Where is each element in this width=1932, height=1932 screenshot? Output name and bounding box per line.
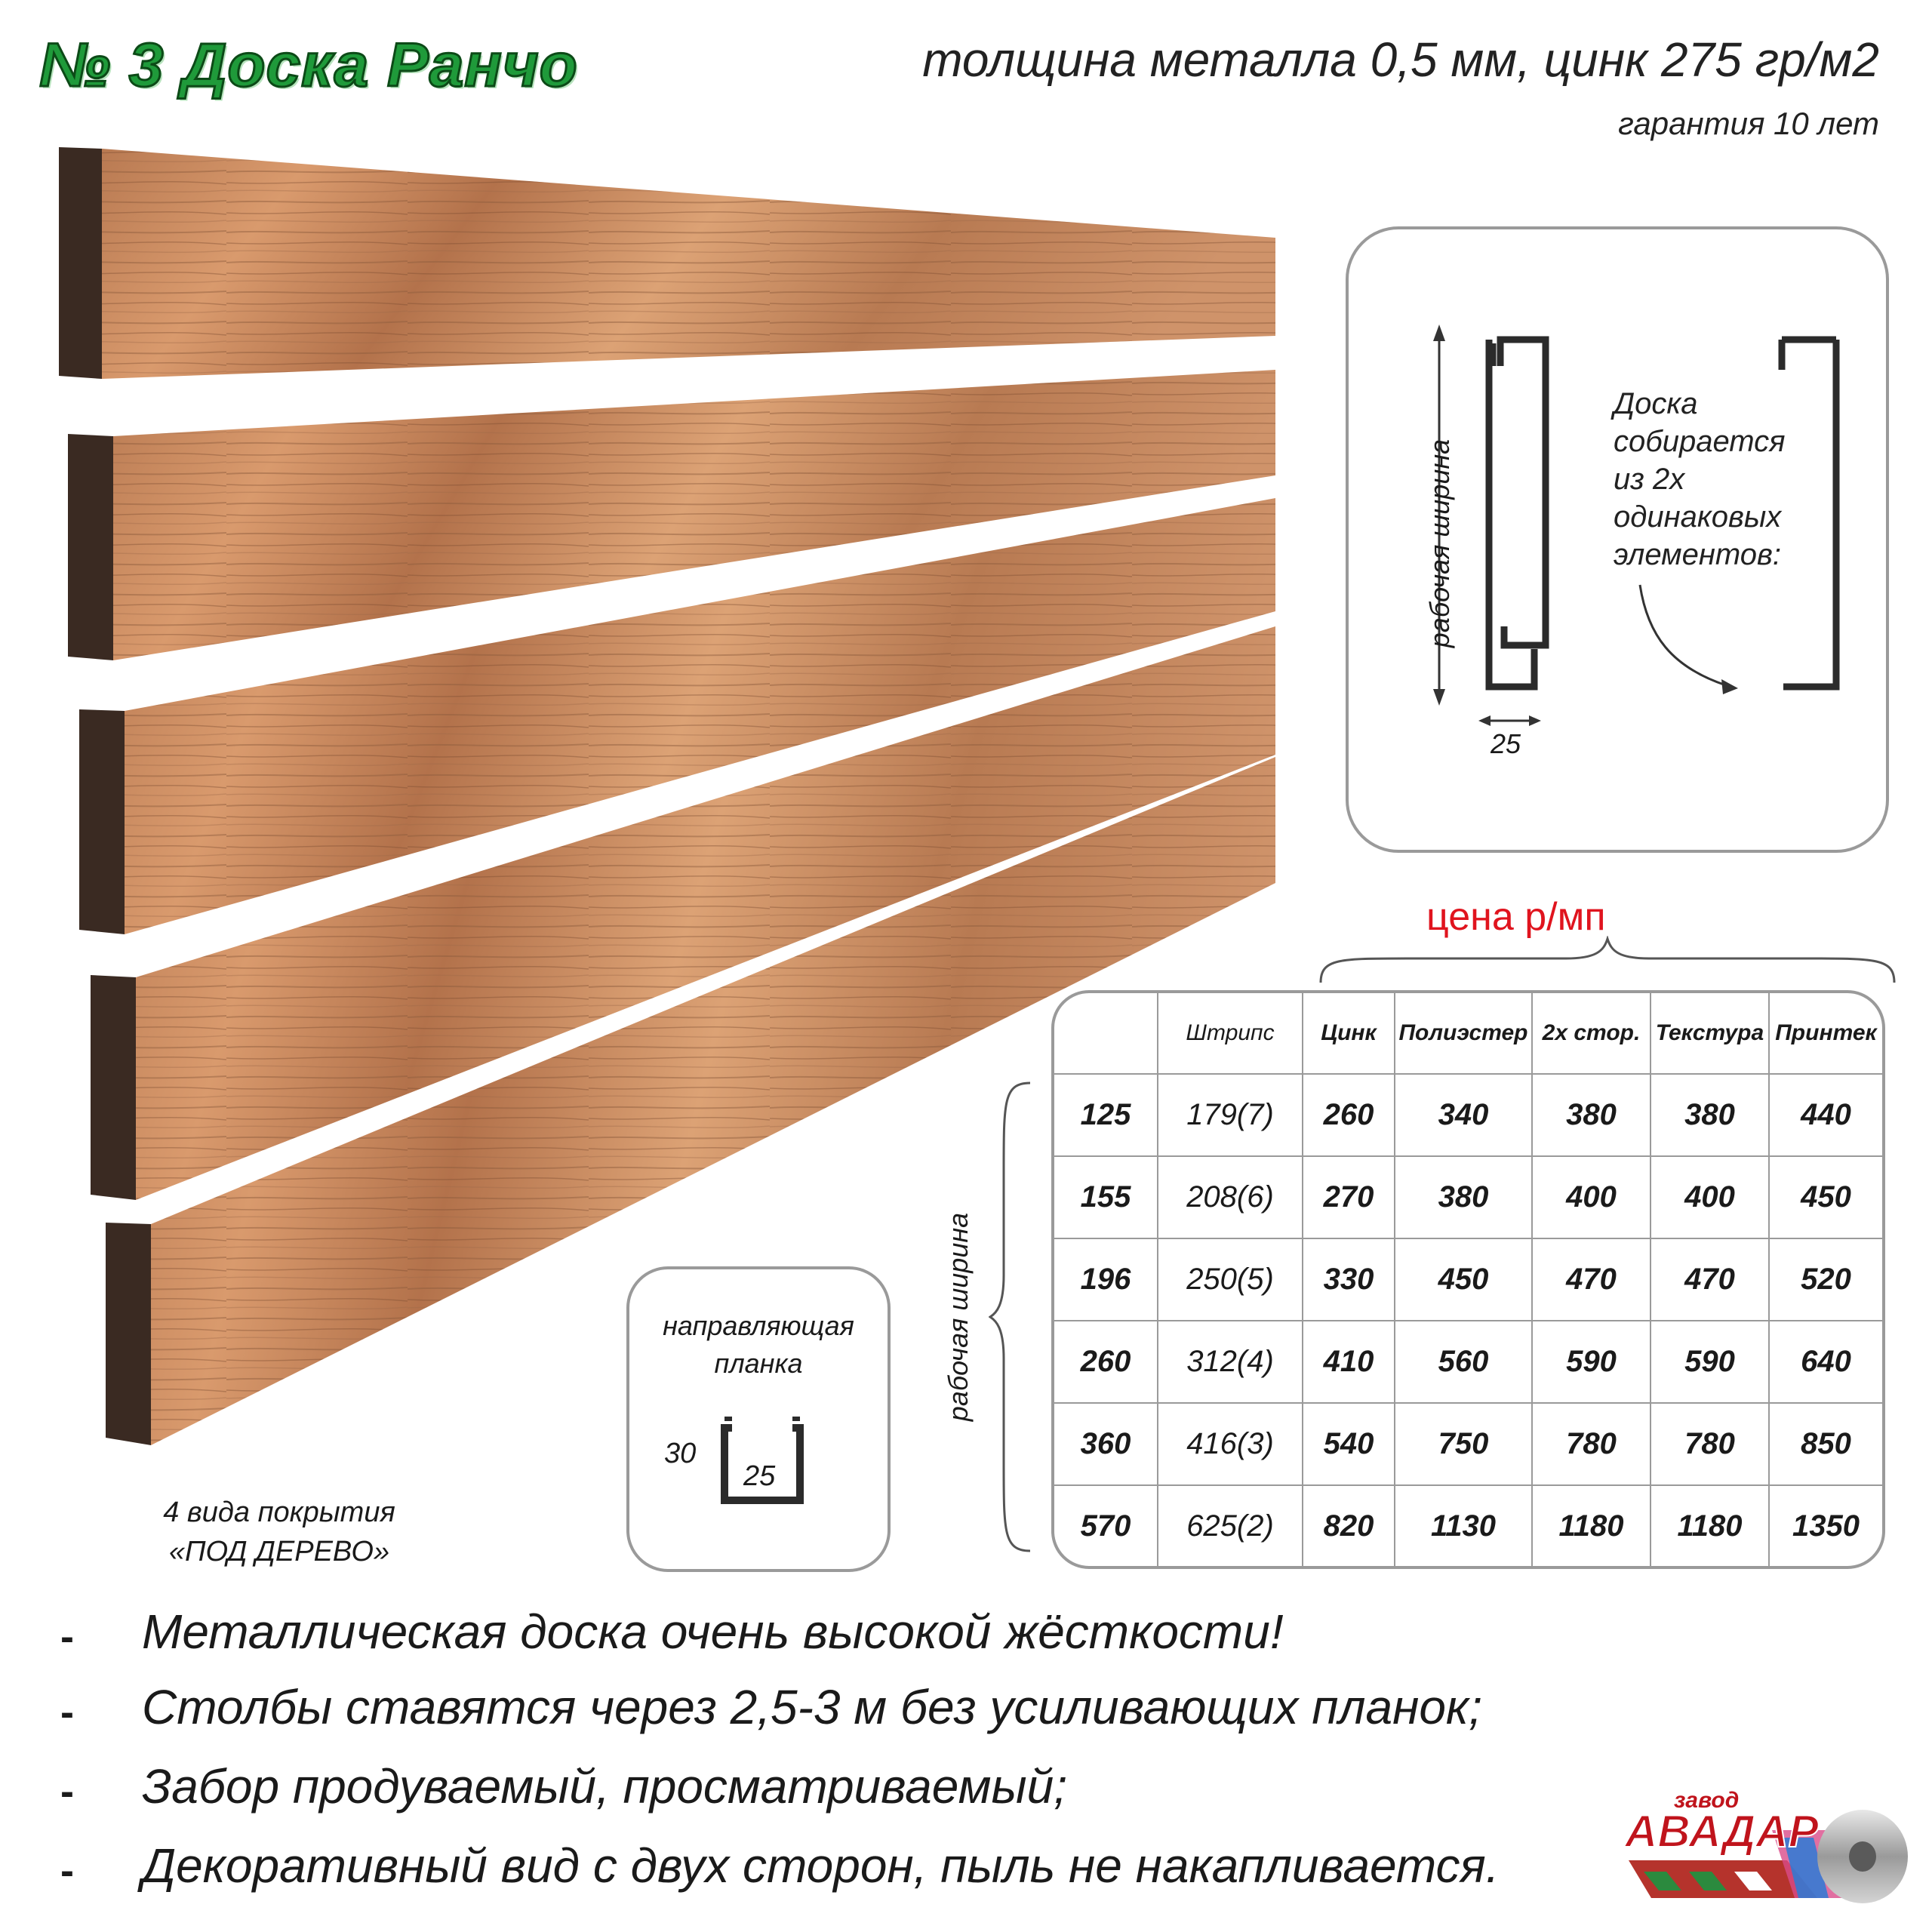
width-cell: 360 [1054,1403,1158,1485]
strip-cell: 312(4) [1158,1321,1303,1403]
price-cell: 590 [1651,1321,1769,1403]
profile-axis-label: рабочая ширина [1424,438,1455,648]
price-cell: 520 [1769,1238,1882,1321]
price-cell: 270 [1303,1156,1395,1238]
price-cell: 1180 [1651,1485,1769,1566]
price-table-header [1054,993,1882,1074]
guide-rail-label [626,1307,891,1383]
coating-line: 4 вида покрытия [163,1497,395,1528]
profile-width-dim: 25 [1491,728,1521,759]
price-cell: 400 [1651,1156,1769,1238]
price-cell: 340 [1395,1074,1532,1156]
coating-line: «ПОД ДЕРЕВО» [168,1536,390,1567]
guide-label-line: направляющая [663,1310,854,1341]
price-cell: 780 [1651,1403,1769,1485]
row-brace [989,1079,1034,1555]
strip-cell: 179(7) [1158,1074,1303,1156]
price-cell: 1130 [1395,1485,1532,1566]
table-row [1054,1321,1882,1403]
price-cell: 380 [1532,1074,1651,1156]
price-cell: 1180 [1532,1485,1651,1566]
table-row [1054,1403,1882,1485]
header-cell [1054,993,1158,1074]
guide-height-dim: 30 [664,1438,697,1469]
header-cell: 2х стор. [1532,993,1651,1074]
coating-caption [98,1493,460,1571]
header-cell: Текстура [1651,993,1769,1074]
price-cell: 560 [1395,1321,1532,1403]
strip-cell: 416(3) [1158,1403,1303,1485]
feature-item: Столбы ставятся через 2,5-3 м без усиливающих планок; [142,1680,1482,1734]
strip-cell: 208(6) [1158,1156,1303,1238]
price-cell: 1350 [1769,1485,1882,1566]
strip-cell: 250(5) [1158,1238,1303,1321]
price-cell: 260 [1303,1074,1395,1156]
feature-item: Металлическая доска очень высокой жёсткости! [142,1604,1284,1659]
board-1 [59,147,1275,379]
strip-cell: 625(2) [1158,1485,1303,1566]
bullet-dash: - [60,1848,74,1894]
price-cell: 380 [1651,1074,1769,1156]
profile-note-line: одинаковых [1614,500,1782,534]
profile-note-line: элементов: [1614,538,1781,571]
price-caption: цена р/мп [1426,895,1606,939]
price-table [1051,990,1885,1569]
price-cell: 380 [1395,1156,1532,1238]
header-cell: Цинк [1303,993,1395,1074]
profile-note-line: из 2х [1614,463,1685,496]
header-cell: Принтек [1769,993,1882,1074]
width-cell: 155 [1054,1156,1158,1238]
warranty-text: гарантия 10 лет [1618,106,1879,141]
price-cell: 410 [1303,1321,1395,1403]
price-cell: 640 [1769,1321,1882,1403]
bullet-dash: - [60,1614,74,1660]
table-row [1054,1238,1882,1321]
price-cell: 750 [1395,1403,1532,1485]
logo-brand: АВАДАР [1625,1806,1819,1857]
price-cell: 780 [1532,1403,1651,1485]
feature-item: Декоративный вид с двух сторон, пыль не накапливается. [142,1838,1500,1893]
price-brace [1317,936,1898,989]
table-row [1054,1485,1882,1566]
price-cell: 470 [1651,1238,1769,1321]
table-row [1054,1156,1882,1238]
width-cell: 260 [1054,1321,1158,1403]
guide-rail-profile [717,1404,808,1509]
table-row [1054,1074,1882,1156]
header-cell: Полиэстер [1395,993,1532,1074]
price-cell: 400 [1532,1156,1651,1238]
price-cell: 850 [1769,1403,1882,1485]
price-cell: 470 [1532,1238,1651,1321]
logo-prefix: завод [1674,1788,1740,1813]
price-cell: 450 [1395,1238,1532,1321]
guide-label-line: планка [714,1348,803,1379]
price-cell: 440 [1769,1074,1882,1156]
row-axis-label: рабочая ширина [943,1212,974,1422]
price-cell: 590 [1532,1321,1651,1403]
page-title: № 3 Доска Ранчо [39,31,578,100]
guide-width-dim: 25 [743,1460,776,1492]
width-cell: 196 [1054,1238,1158,1321]
profile-note-line: собирается [1614,425,1786,458]
metal-spec: толщина металла 0,5 мм, цинк 275 гр/м2 [922,32,1879,87]
profile-note-line: Доска [1614,387,1698,420]
bullet-dash: - [60,1690,74,1735]
profile-note [1614,385,1786,574]
width-cell: 570 [1054,1485,1158,1566]
header-cell: Штрипс [1158,993,1303,1074]
bullet-dash: - [60,1769,74,1814]
width-cell: 125 [1054,1074,1158,1156]
price-cell: 820 [1303,1485,1395,1566]
price-cell: 330 [1303,1238,1395,1321]
avadar-logo [1621,1777,1908,1909]
price-cell: 450 [1769,1156,1882,1238]
price-cell: 540 [1303,1403,1395,1485]
feature-item: Забор продуваемый, просматриваемый; [142,1759,1067,1814]
